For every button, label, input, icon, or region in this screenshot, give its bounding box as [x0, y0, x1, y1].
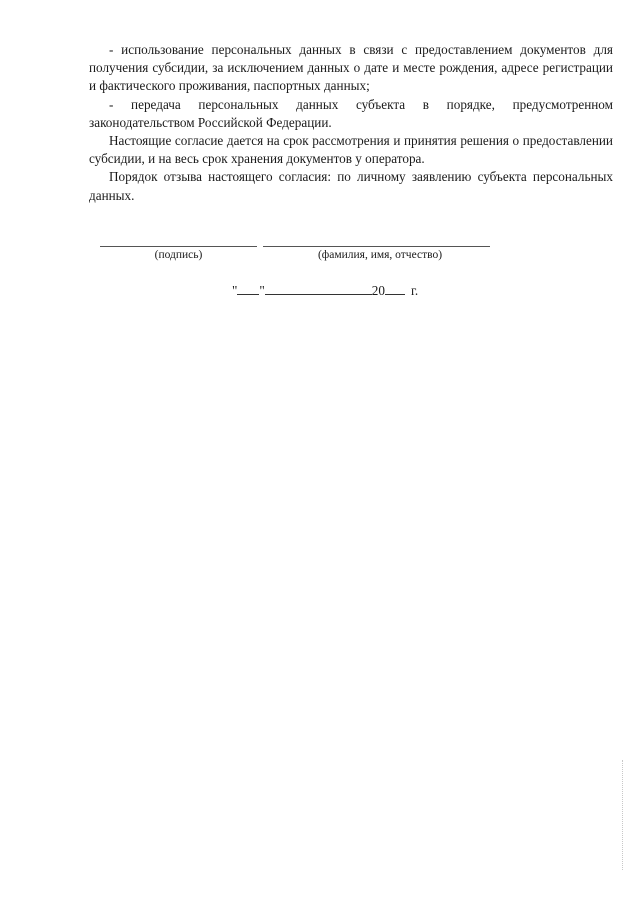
paragraph-consent-term: Настоящие согласие дается на срок рассмотрения и принятия решения о предоставлении субсидии, и на весь срок хранения документов у оператора. — [89, 133, 613, 167]
date-open-quote: " — [232, 283, 238, 298]
month-blank — [265, 282, 372, 295]
consent-text-body — [89, 41, 613, 205]
paragraph-use-of-data: - использование персональных данных в связи с предоставлением документов для получения субсидии, за исключением данных о дате и месте рождения, адресе регистрации и фактического проживания, паспортных данных; — [89, 42, 613, 94]
day-blank — [237, 282, 259, 295]
full-name-caption: (фамилия, имя, отчество) — [317, 249, 443, 261]
year-blank — [385, 282, 405, 295]
date-line — [232, 282, 418, 300]
signature-line — [100, 246, 257, 247]
signature-caption: (подпись) — [154, 249, 203, 261]
year-suffix: г. — [410, 283, 419, 298]
scan-edge-mark — [622, 760, 623, 870]
paragraph-transfer-of-data: - передача персональных данных субъекта в порядке, предусмотренном законодательством Российской Федерации. — [89, 96, 613, 130]
date-close-quote: " — [259, 283, 265, 298]
full-name-line — [263, 246, 490, 247]
year-prefix: 20 — [371, 283, 385, 298]
paragraph-revocation-procedure: Порядок отзыва настоящего согласия: по личному заявлению субъекта персональных данных. — [89, 169, 613, 203]
